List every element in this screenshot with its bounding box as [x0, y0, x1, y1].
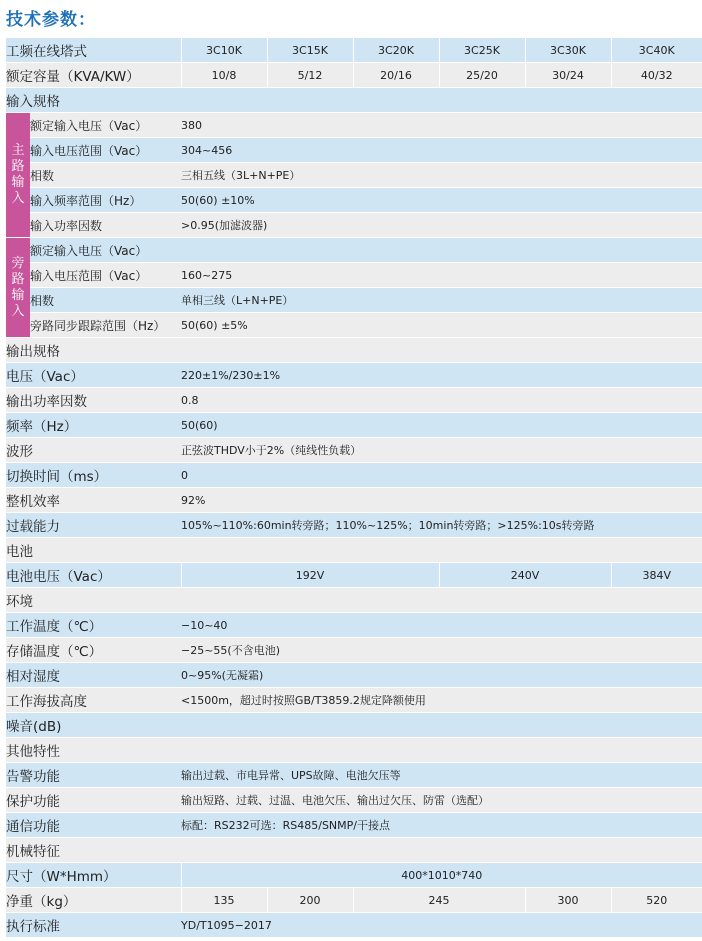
- row-label: 整机效率: [6, 488, 181, 513]
- table-row: [6, 713, 702, 738]
- group-char: 路: [11, 159, 25, 174]
- row-label: 尺寸（W*Hmm）: [6, 863, 181, 888]
- section-label: 其他特性: [6, 738, 181, 763]
- table-row: [6, 113, 702, 138]
- value-cell: 380: [181, 113, 702, 138]
- row-label: 保护功能: [6, 788, 181, 813]
- row-label: 输入频率范围（Hz）: [30, 188, 181, 213]
- row-label: 工作温度（℃）: [6, 613, 181, 638]
- row-label: 输入电压范围（Vac）: [30, 263, 181, 288]
- value-cell: 50(60) ±10%: [181, 188, 702, 213]
- table-row: [6, 688, 702, 713]
- table-row: [6, 463, 702, 488]
- weight-cell: 245: [353, 888, 525, 913]
- section-label: 输出规格: [6, 338, 181, 363]
- value-cell: 304~456: [181, 138, 702, 163]
- value-cell: [181, 88, 702, 113]
- row-label: 过载能力: [6, 513, 181, 538]
- table-row: [6, 513, 702, 538]
- value-cell: [181, 738, 702, 763]
- model-cell: 3C15K: [267, 38, 353, 63]
- value-cell: 50(60): [181, 413, 702, 438]
- value-cell: <1500m，超过时按照GB/T3859.2规定降额使用: [181, 688, 702, 713]
- table-row: [6, 263, 702, 288]
- table-row: [6, 188, 702, 213]
- spec-table: [6, 38, 702, 938]
- table-row: [6, 813, 702, 838]
- section-row: [6, 538, 702, 563]
- section-row: [6, 588, 702, 613]
- table-row: [6, 613, 702, 638]
- table-row: [6, 638, 702, 663]
- weight-cell: 135: [181, 888, 267, 913]
- table-row: [6, 313, 702, 338]
- model-cell: 3C25K: [439, 38, 525, 63]
- table-row: [6, 863, 702, 888]
- table-row: [6, 888, 702, 913]
- table-row: [6, 438, 702, 463]
- value-cell: −25~55(不含电池): [181, 638, 702, 663]
- value-cell: 105%~110%:60min转旁路；110%~125%；10min转旁路；>125%:10s转旁路: [181, 513, 702, 538]
- group-char: 入: [11, 303, 25, 319]
- table-row: [6, 213, 702, 238]
- model-cell: 3C30K: [525, 38, 611, 63]
- capacity-cell: 10/8: [181, 63, 267, 88]
- table-row: [6, 363, 702, 388]
- table-row: [6, 238, 702, 263]
- table-row: [6, 788, 702, 813]
- row-label: 净重（kg）: [6, 888, 181, 913]
- row-label: 相对湿度: [6, 663, 181, 688]
- table-row: [6, 163, 702, 188]
- row-label: 告警功能: [6, 763, 181, 788]
- table-row: [6, 563, 702, 588]
- value-cell: 0.8: [181, 388, 702, 413]
- table-row: [6, 663, 702, 688]
- main-input-group-label: [6, 113, 30, 238]
- value-cell: 160~275: [181, 263, 702, 288]
- row-label: 输入功率因数: [30, 213, 181, 238]
- capacity-cell: 20/16: [353, 63, 439, 88]
- capacity-cell: 30/24: [525, 63, 611, 88]
- weight-cell: 200: [267, 888, 353, 913]
- row-label: 通信功能: [6, 813, 181, 838]
- row-label: 频率（Hz）: [6, 413, 181, 438]
- table-row: [6, 913, 702, 938]
- value-cell: [181, 838, 702, 863]
- value-cell: [181, 338, 702, 363]
- model-cell: 3C10K: [181, 38, 267, 63]
- group-char: 路: [11, 271, 25, 287]
- row-label: 额定输入电压（Vac）: [30, 238, 181, 263]
- section-label: 输入规格: [6, 88, 181, 113]
- value-cell: 0: [181, 463, 702, 488]
- row-label: 电压（Vac）: [6, 363, 181, 388]
- section-row: [6, 88, 702, 113]
- table-header-row: [6, 38, 702, 63]
- value-cell: >0.95(加滤波器): [181, 213, 702, 238]
- value-cell: 92%: [181, 488, 702, 513]
- value-cell: 0~95%(无凝霜): [181, 663, 702, 688]
- row-label: 工作海拔高度: [6, 688, 181, 713]
- row-label: 存储温度（℃）: [6, 638, 181, 663]
- row-label: 切换时间（ms）: [6, 463, 181, 488]
- row-label: 波形: [6, 438, 181, 463]
- page-title: 技术参数：: [6, 10, 96, 30]
- value-cell: −10~40: [181, 613, 702, 638]
- value-cell: 正弦波THDV小于2%（纯线性负载）: [181, 438, 702, 463]
- table-row: [6, 63, 702, 88]
- header-label: 工频在线塔式: [6, 38, 181, 63]
- capacity-cell: 5/12: [267, 63, 353, 88]
- row-label: 相数: [30, 163, 181, 188]
- row-label: 输入电压范围（Vac）: [30, 138, 181, 163]
- capacity-cell: 40/32: [611, 63, 702, 88]
- value-cell: [181, 538, 702, 563]
- section-row: [6, 838, 702, 863]
- capacity-cell: 25/20: [439, 63, 525, 88]
- value-cell: 单相三线（L+N+PE）: [181, 288, 702, 313]
- group-char: 输: [11, 287, 25, 303]
- section-row: [6, 738, 702, 763]
- value-cell: YD/T1095−2017: [181, 913, 702, 938]
- row-label: 输出功率因数: [6, 388, 181, 413]
- table-row: [6, 288, 702, 313]
- row-label: 相数: [30, 288, 181, 313]
- group-char: 入: [11, 191, 25, 206]
- value-cell: 输出短路、过载、过温、电池欠压、输出过欠压、防雷（选配）: [181, 788, 702, 813]
- group-char: 旁: [11, 255, 25, 271]
- battery-voltage-cell: 240V: [439, 563, 611, 588]
- weight-cell: 300: [525, 888, 611, 913]
- battery-voltage-cell: 192V: [181, 563, 439, 588]
- value-cell: [181, 588, 702, 613]
- row-label: 电池电压（Vac）: [6, 563, 181, 588]
- row-label: 旁路同步跟踪范围（Hz）: [30, 313, 181, 338]
- row-label: 执行标准: [6, 913, 181, 938]
- value-cell: 三相五线（3L+N+PE）: [181, 163, 702, 188]
- value-cell: 标配：RS232可选：RS485/SNMP/干接点: [181, 813, 702, 838]
- table-row: [6, 488, 702, 513]
- group-char: 主: [11, 143, 25, 158]
- section-label: 机械特征: [6, 838, 181, 863]
- section-label: 环境: [6, 588, 181, 613]
- section-label: 电池: [6, 538, 181, 563]
- section-row: [6, 338, 702, 363]
- table-row: [6, 763, 702, 788]
- value-cell: 220±1%/230±1%: [181, 363, 702, 388]
- value-cell: [181, 713, 702, 738]
- table-row: [6, 388, 702, 413]
- bypass-input-group-label: [6, 238, 30, 338]
- value-cell: 50(60) ±5%: [181, 313, 702, 338]
- weight-cell: 520: [611, 888, 702, 913]
- row-label: 额定容量（KVA/KW）: [6, 63, 181, 88]
- row-label: 噪音(dB): [6, 713, 181, 738]
- group-char: 输: [11, 175, 25, 190]
- battery-voltage-cell: 384V: [611, 563, 702, 588]
- table-row: [6, 413, 702, 438]
- value-cell: 输出过载、市电异常、UPS故障、电池欠压等: [181, 763, 702, 788]
- model-cell: 3C20K: [353, 38, 439, 63]
- row-label: 额定输入电压（Vac）: [30, 113, 181, 138]
- value-cell: [181, 238, 702, 263]
- model-cell: 3C40K: [611, 38, 702, 63]
- table-row: [6, 138, 702, 163]
- size-value: 400*1010*740: [181, 863, 702, 888]
